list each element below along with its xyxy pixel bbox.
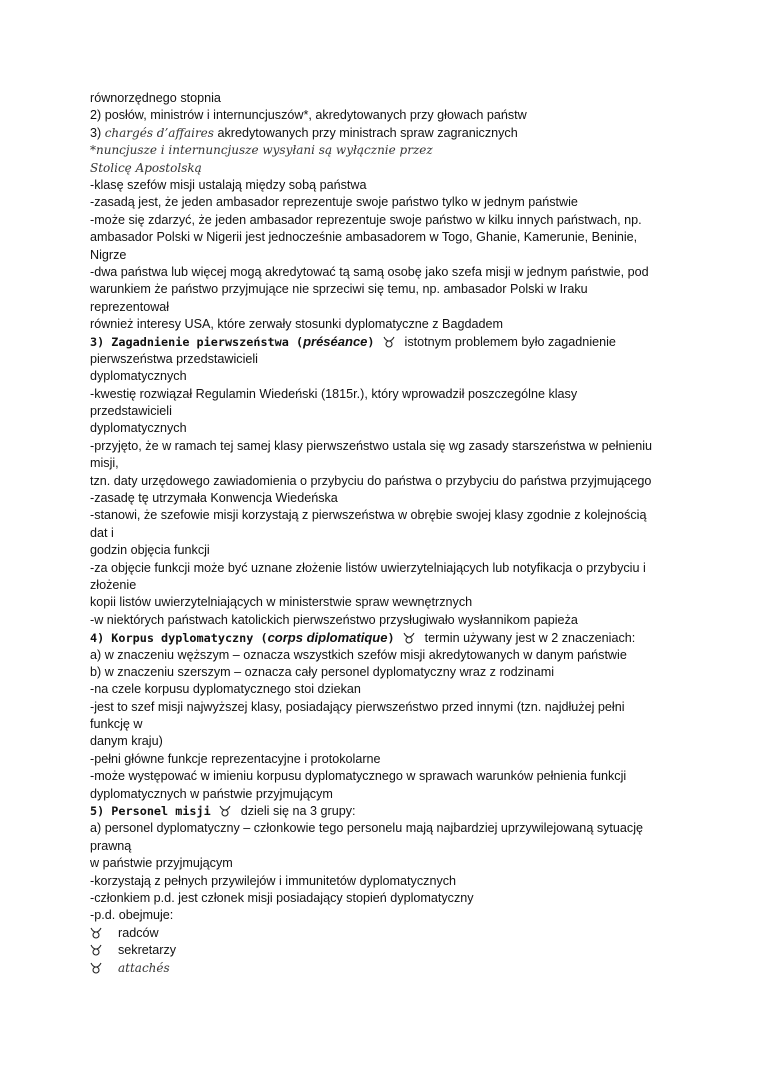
taurus-bullet-icon [90,927,102,939]
text-line: -zasadą jest, że jeden ambasador reprezentuje swoje państwo tylko w jednym państwie [90,195,578,210]
text-line: -za objęcie funkcji może być uznane złożenie listów uwierzytelniających lub notyfikacja o przybyciu i [90,560,646,575]
text-line: pierwszeństwa przedstawicieli [90,351,258,366]
footnote-line: Stolicę Apostolską [90,160,202,175]
bullet-item: sekretarzy [90,942,690,959]
section-heading-3: 3) Zagadnienie pierwszeństwa (préséance) istotnym problemem było zagadnienie [90,334,616,350]
text-line: dat i [90,525,114,540]
text-line: 3) chargés d’affaires akredytowanych przy ministrach spraw zagranicznych [90,125,518,140]
text-line: kopii listów uwierzytelniających w ministerstwie spraw wewnętrznych [90,595,473,610]
text-line: przedstawicieli [90,404,172,419]
text-line: -pełni główne funkcje reprezentacyjne i protokolarne [90,751,381,766]
text-line: dyplomatycznych [90,421,187,436]
text-line: -jest to szef misji najwyższej klasy, posiadający pierwszeństwo przed innymi (tzn. najdłużej pełni [90,699,625,714]
taurus-bullet-icon [90,944,102,956]
text-line: warunkiem że państwo przyjmujące nie sprzeciwi się temu, np. ambasador Polski w Iraku [90,282,588,297]
text-line: godzin objęcia funkcji [90,543,210,558]
text-line: ambasador Polski w Nigerii jest jednocześnie ambasadorem w Togo, Ghanie, Kamerunie, Beninie, [90,230,638,245]
text-line: dyplomatycznych w państwie przyjmującym [90,786,333,801]
bullet-item: radców [90,925,690,942]
text-line: tzn. daty urzędowego zawiadomienia o przybyciu do państwa o przybyciu do państwa przyjmującego [90,473,652,488]
text-line: funkcję w [90,717,143,732]
text-line: misji, [90,456,119,471]
text-line: -kwestię rozwiązał Regulamin Wiedeński (1815r.), który wprowadził poszczególne klasy [90,386,578,401]
text-line: -klasę szefów misji ustalają między sobą państwa [90,177,367,192]
text-line: -p.d. obejmuje: [90,908,174,923]
text-line: b) w znaczeniu szerszym – oznacza cały personel dyplomatyczny wraz z rodzinami [90,664,555,679]
text-line: -członkiem p.d. jest członek misji posiadający stopień dyplomatyczny [90,890,474,905]
text-line: -przyjęto, że w ramach tej samej klasy pierwszeństwo ustala się wg zasady starszeństwa w pełnieniu [90,438,653,453]
text-line: -zasadę tę utrzymała Konwencja Wiedeńska [90,490,338,505]
section-heading-4: 4) Korpus dyplomatyczny (corps diplomatique) termin używany jest w 2 znaczeniach: [90,630,636,646]
text-line: -może występować w imieniu korpusu dyplomatycznego w sprawach warunków pełnienia funkcji [90,769,627,784]
bullet-item: attachés [90,960,690,977]
text-line: złożenie [90,577,137,592]
text-line: Nigrze [90,247,127,262]
text-line: w państwie przyjmującym [90,856,233,871]
taurus-bullet-icon [403,632,415,644]
document-page [90,90,690,977]
taurus-bullet-icon [219,805,231,817]
text-line: -korzystają z pełnych przywilejów i immunitetów dyplomatycznych [90,873,457,888]
text-line: dyplomatycznych [90,369,187,384]
text-line: 2) posłów, ministrów i internuncjuszów*, akredytowanych przy głowach państw [90,108,527,123]
taurus-bullet-icon [383,336,395,348]
section-heading-5: 5) Personel misji dzieli się na 3 grupy: [90,804,356,819]
text-line: równorzędnego stopnia [90,91,221,105]
text-line: a) personel dyplomatyczny – członkowie tego personelu mają najbardziej uprzywilejowaną sytuację [90,821,644,836]
text-line: -w niektórych państwach katolickich pierwszeństwo przysługiwało wysłannikom papieża [90,612,578,627]
text-line: a) w znaczeniu węższym – oznacza wszystkich szefów misji akredytowanych w danym państwie [90,647,627,662]
text-line: -dwa państwa lub więcej mogą akredytować tą samą osobę jako szefa misji w jednym państwie, pod [90,264,649,279]
text-line: również interesy USA, które zerwały stosunki dyplomatyczne z Bagdadem [90,317,503,332]
text-line: danym kraju) [90,734,163,749]
text-line: -może się zdarzyć, że jeden ambasador reprezentuje swoje państwo w kilku innych państwach, np. [90,212,642,227]
text-line: prawną [90,838,132,853]
text-line: -na czele korpusu dyplomatycznego stoi dziekan [90,682,361,697]
footnote-line: *nuncjusze i internuncjusze wysyłani są wyłącznie przez [90,143,433,158]
text-line: -stanowi, że szefowie misji korzystają z pierwszeństwa w obrębie swojej klasy zgodnie z kolejnością [90,508,647,523]
text-line: reprezentował [90,299,170,314]
taurus-bullet-icon [90,962,102,974]
